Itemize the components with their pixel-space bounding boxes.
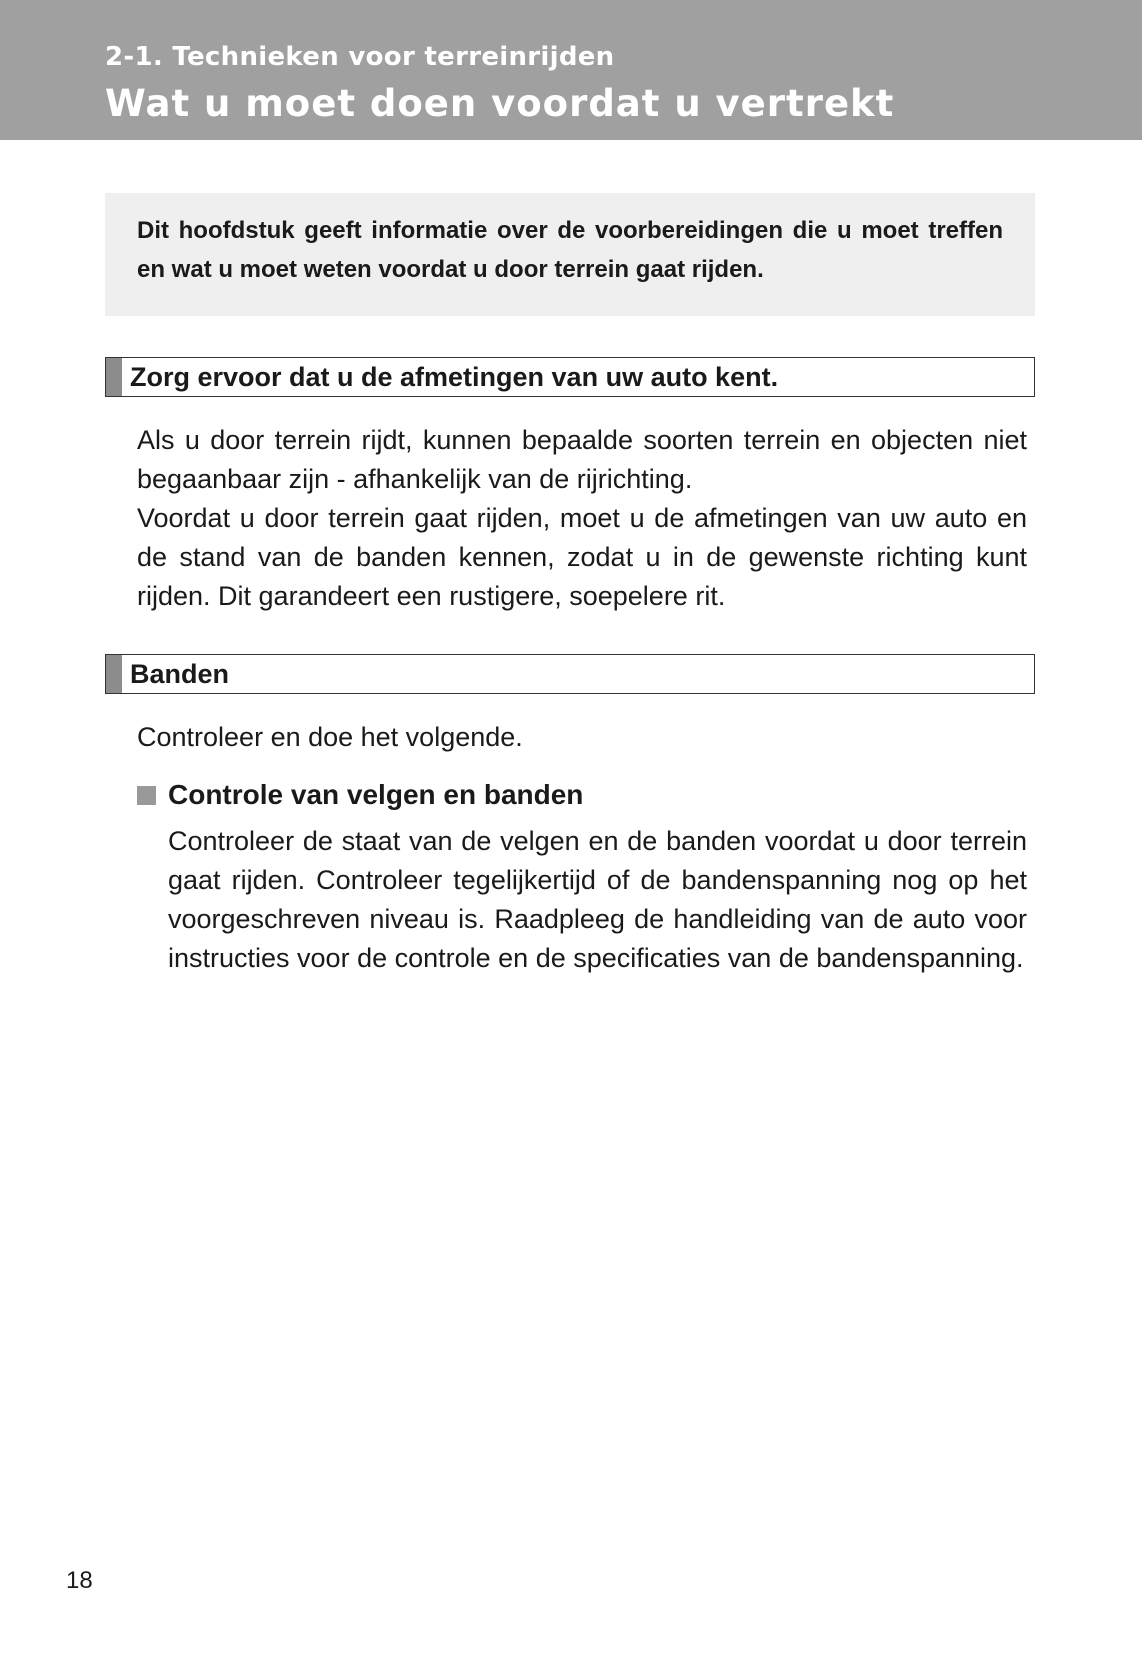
- section-marker: [106, 655, 122, 693]
- section-label: 2-1. Technieken voor terreinrijden: [105, 42, 615, 72]
- intro-box: [105, 193, 1035, 316]
- section-marker: [106, 358, 122, 396]
- square-bullet-icon: [137, 786, 156, 805]
- subsection-text: Controleer de staat van de velgen en de banden voordat u door terrein gaat rijden. Controleer tegelijkertijd of de bandenspanning nog op het voorgeschreven niveau is. Raadpleeg de handleiding van de auto voor instructies voor de controle en de specificaties van de bandenspanning.: [168, 826, 1027, 973]
- section-heading-label: Banden: [130, 658, 230, 689]
- section-heading-dimensions: [105, 357, 1035, 397]
- page-title: Wat u moet doen voordat u vertrekt: [105, 82, 895, 125]
- tires-intro: Controleer en doe het volgende.: [137, 722, 523, 752]
- subsection-heading: [137, 779, 583, 811]
- subsection-heading-label: Controle van velgen en banden: [168, 779, 584, 810]
- intro-text: Dit hoofdstuk geeft informatie over de voorbereidingen die u moet treffen en wat u moet weten voordat u door terrein gaat rijden.: [137, 217, 1003, 283]
- section-heading-tires: [105, 654, 1035, 694]
- header-band: [0, 0, 1142, 140]
- page-number: 18: [66, 1567, 93, 1594]
- dimensions-paragraph-1: Als u door terrein rijdt, kunnen bepaalde soorten terrein en objecten niet begaanbaar zijn - afhankelijk van de rijrichting.: [137, 425, 1027, 494]
- section-heading-label: Zorg ervoor dat u de afmetingen van uw auto kent.: [130, 361, 779, 392]
- dimensions-paragraph: [137, 421, 1027, 616]
- dimensions-paragraph-2: Voordat u door terrein gaat rijden, moet u de afmetingen van uw auto en de stand van de banden kennen, zodat u in de gewenste richting kunt rijden. Dit garandeert een rustigere, soepelere rit.: [137, 503, 1027, 611]
